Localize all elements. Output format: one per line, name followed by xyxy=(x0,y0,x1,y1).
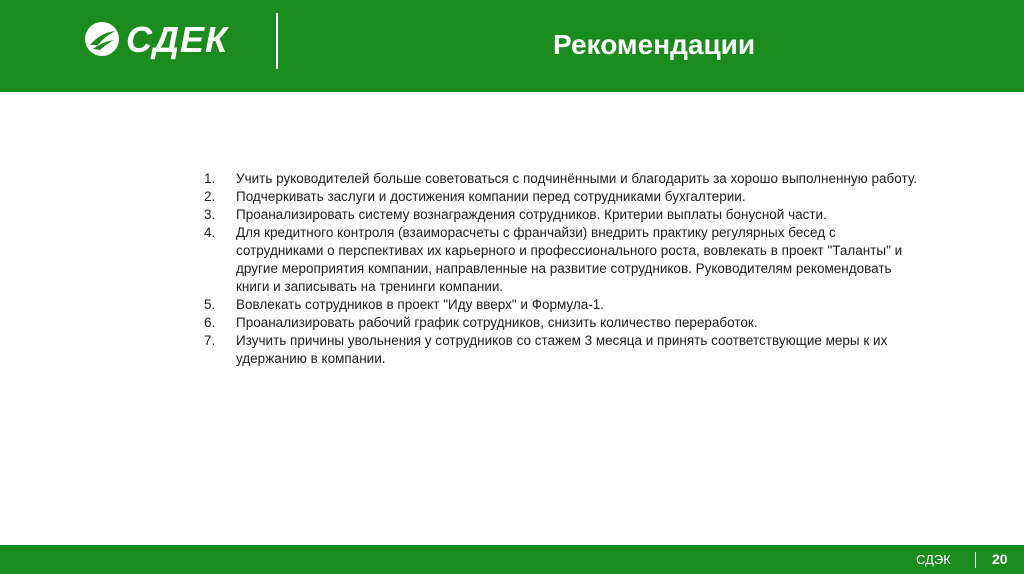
page-title: Рекомендации xyxy=(553,29,756,60)
list-item xyxy=(204,206,924,224)
list-item-text: Проанализировать рабочий график сотрудников, снизить количество переработок. xyxy=(236,315,758,330)
list-item-text: Изучить причины увольнения у сотрудников со стажем 3 месяца и принять соответствующие меры к их удержанию в компании. xyxy=(236,333,888,366)
recommendations-list xyxy=(204,170,924,368)
cdek-logo-icon xyxy=(84,21,120,57)
list-item-number: 7. xyxy=(204,333,216,348)
list-item xyxy=(204,314,924,332)
list-item-text: Учить руководителей больше советоваться с подчинёнными и благодарить за хорошо выполненную работу. xyxy=(236,171,917,186)
logo-wordmark: СДЕК xyxy=(126,19,229,60)
list-item xyxy=(204,188,924,206)
list-item xyxy=(204,170,924,188)
list-item-number: 5. xyxy=(204,297,216,312)
footer-separator xyxy=(975,552,976,568)
page-number: 20 xyxy=(992,551,1008,567)
header-bar xyxy=(0,0,1024,92)
footer-bar xyxy=(0,545,1024,574)
header-divider xyxy=(276,13,278,69)
list-item-text: Подчеркивать заслуги и достижения компании перед сотрудниками бухгалтерии. xyxy=(236,189,746,204)
footer-brand: СДЭК xyxy=(916,552,951,567)
list-item-text: Для кредитного контроля (взаиморасчеты с франчайзи) внедрить практику регулярных бесед с сотрудниками о перспективах их карьерного и профессионального роста, вовлекать в проект "Таланты" и другие мероприятия компании, направленные на развитие сотрудников. Руководителям рекомендовать книги и записывать на тренинги компании. xyxy=(236,225,903,294)
list-item xyxy=(204,224,924,296)
list-item xyxy=(204,296,924,314)
list-item-number: 2. xyxy=(204,189,216,204)
list-item-text: Вовлекать сотрудников в проект "Иду вверх" и Формула-1. xyxy=(236,297,605,312)
list-item-number: 4. xyxy=(204,225,216,240)
list-item-number: 6. xyxy=(204,315,216,330)
cdek-logo xyxy=(84,21,244,61)
list-item-text: Проанализировать систему вознаграждения сотрудников. Критерии выплаты бонусной части. xyxy=(236,207,827,222)
list-item-number: 3. xyxy=(204,207,216,222)
list-item xyxy=(204,332,924,368)
list-item-number: 1. xyxy=(204,171,216,186)
